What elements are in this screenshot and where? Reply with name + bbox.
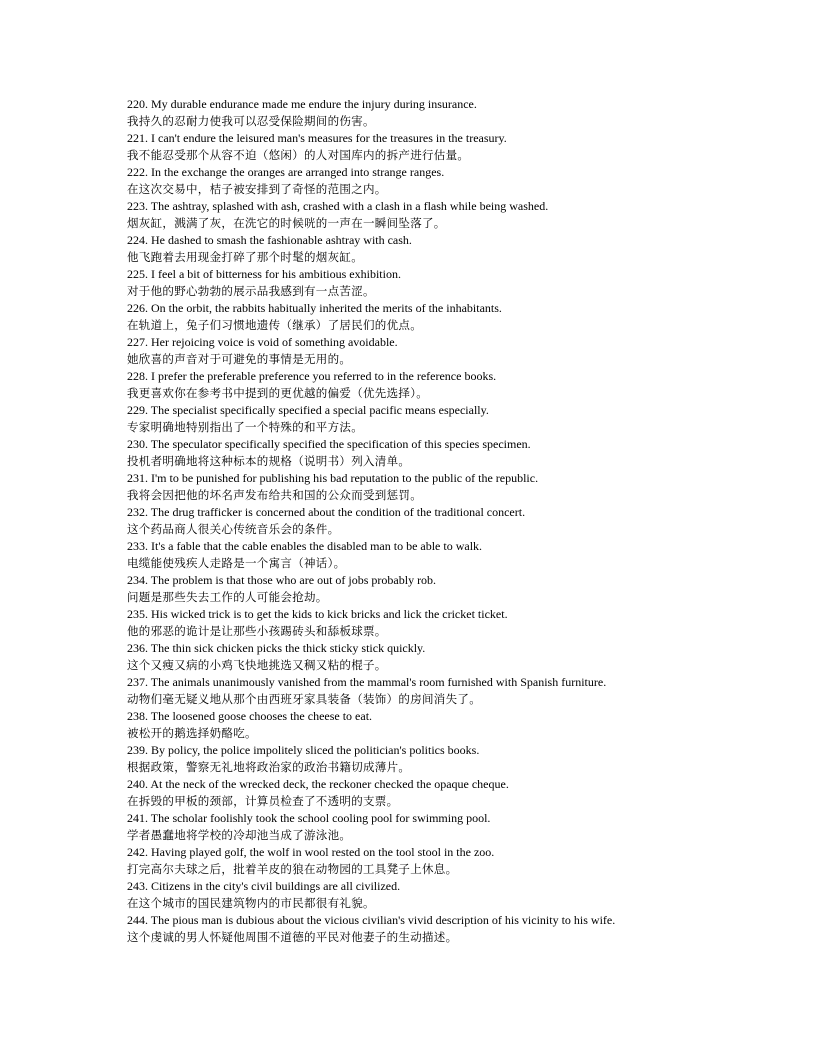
chinese-translation: 这个虔诚的男人怀疑他周围不道德的平民对他妻子的生动描述。: [127, 930, 458, 944]
entry-230: [127, 436, 727, 470]
entry-242: [127, 844, 727, 878]
chinese-translation: 我不能忍受那个从容不迫（悠闲）的人对国库内的拆产进行估量。: [127, 148, 470, 162]
chinese-translation: 动物们毫无疑义地从那个由西班牙家具装备（装饰）的房间消失了。: [127, 692, 481, 706]
chinese-translation: 根据政策，警察无礼地将政治家的政治书籍切成薄片。: [127, 760, 411, 774]
chinese-translation: 问题是那些失去工作的人可能会抢劫。: [127, 590, 328, 604]
chinese-translation: 他飞跑着去用现金打碎了那个时髦的烟灰缸。: [127, 250, 363, 264]
entry-228: [127, 368, 727, 402]
entry-225: [127, 266, 727, 300]
english-sentence: 230. The speculator specifically specified the specification of this species specimen.: [127, 437, 531, 451]
entry-229: [127, 402, 727, 436]
english-sentence: 238. The loosened goose chooses the cheese to eat.: [127, 709, 373, 723]
entry-224: [127, 232, 727, 266]
chinese-translation: 在轨道上，兔子们习惯地遗传（继承）了居民们的优点。: [127, 318, 422, 332]
english-sentence: 236. The thin sick chicken picks the thick sticky stick quickly.: [127, 641, 426, 655]
chinese-translation: 被松开的鹅选择奶酪吃。: [127, 726, 257, 740]
english-sentence: 225. I feel a bit of bitterness for his ambitious exhibition.: [127, 267, 401, 281]
entry-243: [127, 878, 727, 912]
chinese-translation: 她欣喜的声音对于可避免的事情是无用的。: [127, 352, 352, 366]
english-sentence: 237. The animals unanimously vanished from the mammal's room furnished with Spanish furniture.: [127, 675, 607, 689]
chinese-translation: 我将会因把他的坏名声发布给共和国的公众而受到惩罚。: [127, 488, 422, 502]
document-page: [127, 96, 727, 946]
english-sentence: 244. The pious man is dubious about the vicious civilian's vivid description of his vicinity to his wife.: [127, 913, 616, 927]
entry-234: [127, 572, 727, 606]
entry-227: [127, 334, 727, 368]
english-sentence: 228. I prefer the preferable preference you referred to in the reference books.: [127, 369, 497, 383]
english-sentence: 235. His wicked trick is to get the kids to kick bricks and lick the cricket ticket.: [127, 607, 508, 621]
english-sentence: 227. Her rejoicing voice is void of something avoidable.: [127, 335, 398, 349]
english-sentence: 243. Citizens in the city's civil buildings are all civilized.: [127, 879, 401, 893]
english-sentence: 242. Having played golf, the wolf in wool rested on the tool stool in the zoo.: [127, 845, 495, 859]
entry-220: [127, 96, 727, 130]
english-sentence: 239. By policy, the police impolitely sliced the politician's politics books.: [127, 743, 480, 757]
entry-223: [127, 198, 727, 232]
chinese-translation: 我持久的忍耐力使我可以忍受保险期间的伤害。: [127, 114, 375, 128]
chinese-translation: 打完高尔夫球之后，批着羊皮的狼在动物园的工具凳子上休息。: [127, 862, 458, 876]
entry-241: [127, 810, 727, 844]
entry-240: [127, 776, 727, 810]
chinese-translation: 电缆能使残疾人走路是一个寓言（神话）。: [127, 556, 346, 570]
chinese-translation: 在拆毁的甲板的颈部，计算员检查了不透明的支票。: [127, 794, 399, 808]
english-sentence: 221. I can't endure the leisured man's measures for the treasures in the treasury.: [127, 131, 507, 145]
english-sentence: 224. He dashed to smash the fashionable ashtray with cash.: [127, 233, 412, 247]
chinese-translation: 在这个城市的国民建筑物内的市民都很有礼貌。: [127, 896, 375, 910]
entry-236: [127, 640, 727, 674]
entry-237: [127, 674, 727, 708]
english-sentence: 241. The scholar foolishly took the school cooling pool for swimming pool.: [127, 811, 491, 825]
chinese-translation: 他的邪恶的诡计是让那些小孩踢砖头和舔板球票。: [127, 624, 387, 638]
chinese-translation: 专家明确地特别指出了一个特殊的和平方法。: [127, 420, 363, 434]
chinese-translation: 我更喜欢你在参考书中提到的更优越的偏爱（优先选择）。: [127, 386, 429, 400]
chinese-translation: 在这次交易中，桔子被安排到了奇怪的范围之内。: [127, 182, 387, 196]
entry-244: [127, 912, 727, 946]
chinese-translation: 投机者明确地将这种标本的规格（说明书）列入清单。: [127, 454, 411, 468]
english-sentence: 223. The ashtray, splashed with ash, crashed with a clash in a flash while being washed.: [127, 199, 549, 213]
chinese-translation: 烟灰缸，溅满了灰，在洗它的时候咣的一声在一瞬间坠落了。: [127, 216, 446, 230]
english-sentence: 240. At the neck of the wrecked deck, the reckoner checked the opaque cheque.: [127, 777, 509, 791]
entry-233: [127, 538, 727, 572]
entry-231: [127, 470, 727, 504]
english-sentence: 232. The drug trafficker is concerned about the condition of the traditional concert.: [127, 505, 526, 519]
chinese-translation: 这个药品商人很关心传统音乐会的条件。: [127, 522, 340, 536]
entry-232: [127, 504, 727, 538]
entry-226: [127, 300, 727, 334]
english-sentence: 220. My durable endurance made me endure the injury during insurance.: [127, 97, 477, 111]
english-sentence: 234. The problem is that those who are out of jobs probably rob.: [127, 573, 437, 587]
chinese-translation: 这个又瘦又病的小鸡飞快地挑选又稠又粘的棍子。: [127, 658, 387, 672]
english-sentence: 229. The specialist specifically specified a special pacific means especially.: [127, 403, 489, 417]
entry-221: [127, 130, 727, 164]
chinese-translation: 对于他的野心勃勃的展示品我感到有一点苦涩。: [127, 284, 375, 298]
entry-239: [127, 742, 727, 776]
english-sentence: 226. On the orbit, the rabbits habitually inherited the merits of the inhabitants.: [127, 301, 502, 315]
english-sentence: 231. I'm to be punished for publishing his bad reputation to the public of the republic.: [127, 471, 539, 485]
chinese-translation: 学者愚蠢地将学校的冷却池当成了游泳池。: [127, 828, 352, 842]
entry-238: [127, 708, 727, 742]
english-sentence: 233. It's a fable that the cable enables the disabled man to be able to walk.: [127, 539, 483, 553]
english-sentence: 222. In the exchange the oranges are arranged into strange ranges.: [127, 165, 445, 179]
entry-235: [127, 606, 727, 640]
entry-222: [127, 164, 727, 198]
